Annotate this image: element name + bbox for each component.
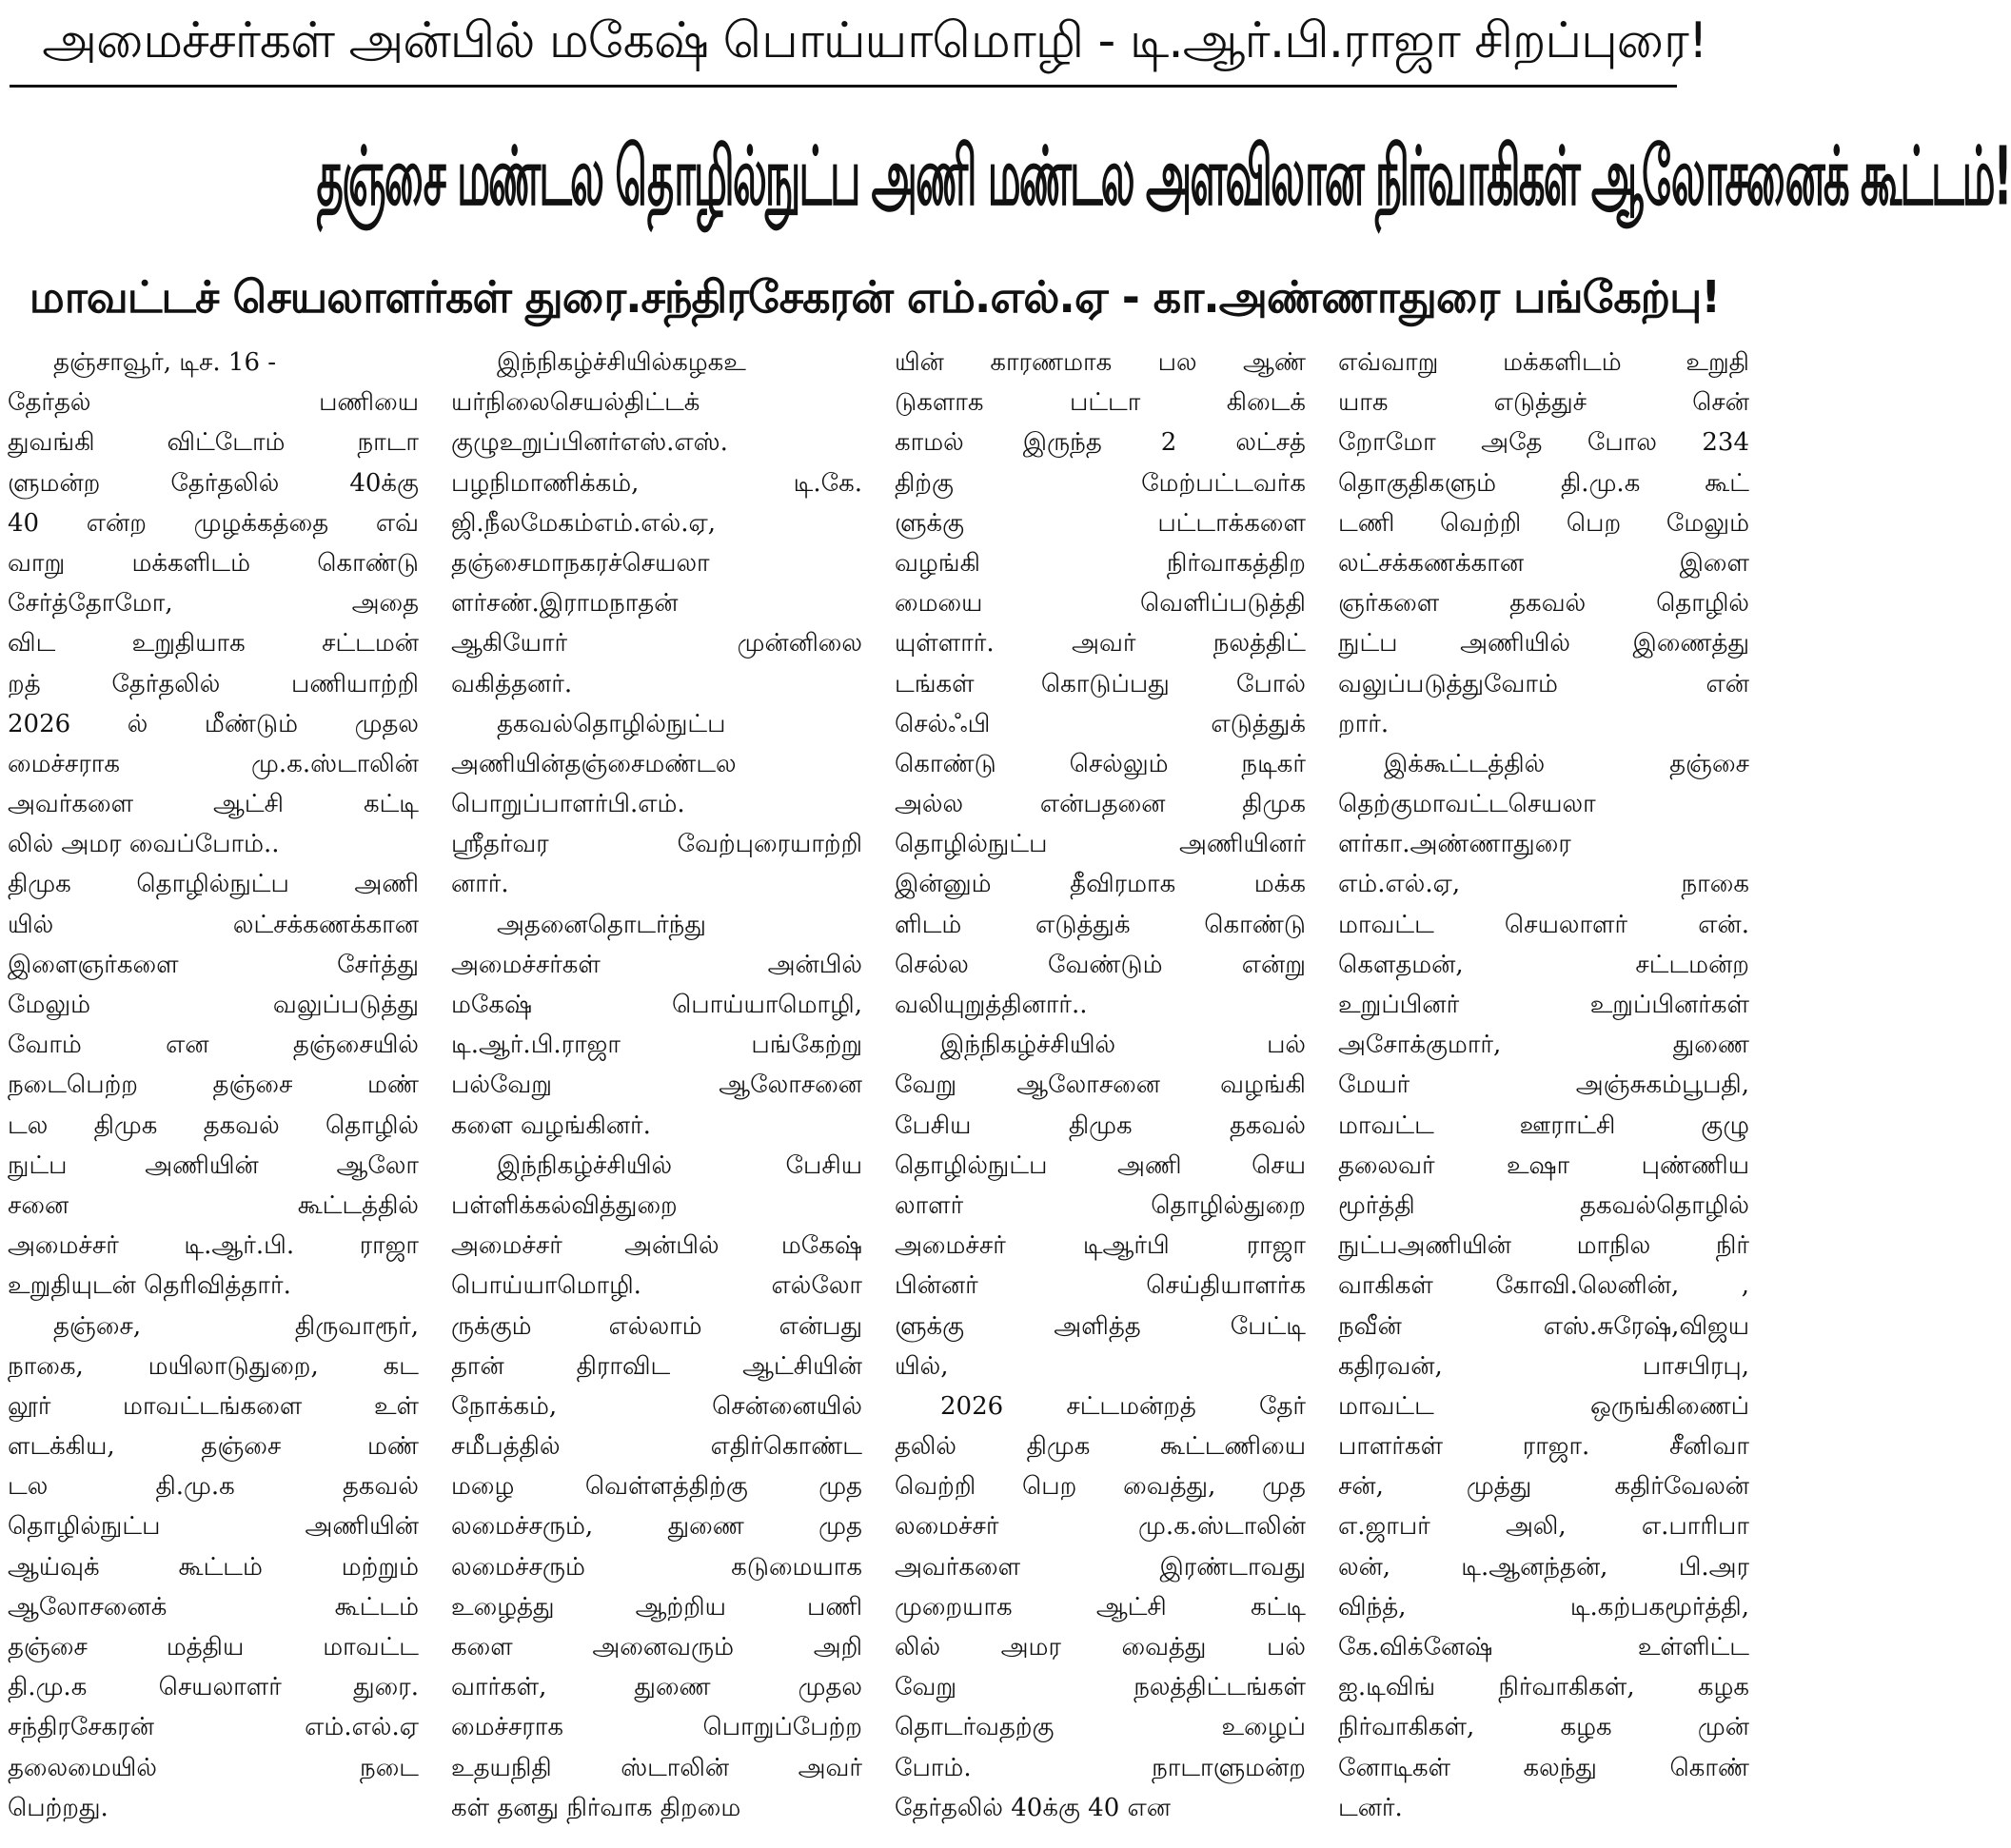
headline-divider: [10, 85, 1677, 88]
article-line: லமைச்சர் மு.க.ஸ்டாலின்: [895, 1512, 1306, 1542]
article-line: னார்.: [451, 870, 509, 899]
article-line: ளர்சண்.இராமநாதன்: [451, 589, 679, 619]
article-line: சனை கூட்டத்தில்: [8, 1190, 419, 1220]
article-line: இக்கூட்டத்தில் தஞ்சை: [1384, 749, 1749, 778]
article-line: வெற்றி பெற வைத்து, முத: [895, 1472, 1306, 1502]
article-line: விந்த், டி.கற்பகமூர்த்தி,: [1338, 1592, 1749, 1622]
article-line: தெற்குமாவட்டசெயலா: [1338, 790, 1596, 819]
article-line: எம்.எல்.ஏ, நாகை: [1338, 870, 1749, 899]
article-line: லமைச்சரும், துணை முத: [451, 1512, 862, 1542]
article-line: ஆகியோர் முன்னிலை: [451, 629, 862, 659]
article-line: ஸ்ரீதர்வர வேற்புரையாற்றி: [451, 830, 862, 859]
article-line: தொழில்நுட்ப அணியின்: [8, 1512, 419, 1542]
article-line: நுட்பஅணியின் மாநில நிர்: [1338, 1231, 1749, 1261]
article-body: [8, 343, 1749, 1844]
article-line: யாக எடுத்துச் சென்: [1338, 388, 1749, 418]
article-line: மாவட்ட ஒருங்கிணைப்: [1338, 1391, 1749, 1421]
article-line: யில்,: [895, 1351, 949, 1381]
article-line: செல்ஃபி எடுத்துக்: [895, 709, 1306, 738]
article-line: காமல் இருந்த 2 லட்சத்: [895, 428, 1306, 458]
article-line: பழநிமாணிக்கம், டி.கே.: [451, 468, 862, 498]
article-line: இந்நிகழ்ச்சியில் பல்: [940, 1031, 1306, 1060]
article-line: வேறு ஆலோசனை வழங்கி: [895, 1071, 1306, 1100]
article-line: னோடிகள் கலந்து கொண்: [1338, 1753, 1749, 1782]
article-line: சமீபத்தில் எதிர்கொண்ட: [451, 1432, 862, 1462]
article-line: இன்னும் தீவிரமாக மக்க: [895, 870, 1306, 899]
article-line: மையை வெளிப்படுத்தி: [895, 589, 1306, 619]
article-line: நுட்ப அணியில் இணைத்து: [1338, 629, 1749, 659]
article-line: டனர்.: [1338, 1793, 1403, 1822]
article-line: போம். நாடாளுமன்ற: [895, 1753, 1306, 1782]
article-line: கதிரவன், பாசபிரபு,: [1338, 1351, 1749, 1381]
article-line: றத் தேர்தலில் பணியாற்றி: [8, 669, 419, 698]
article-line: ஐ.டிவிங் நிர்வாகிகள், கழக: [1338, 1673, 1749, 1702]
article-column-4: [1338, 343, 1749, 1844]
article-line: சன், முத்து கதிர்வேலன்: [1338, 1472, 1749, 1502]
article-line: எ.ஜாபர் அலி, எ.பாரிபா: [1338, 1512, 1749, 1542]
article-line: 2026 சட்டமன்றத் தேர்: [940, 1391, 1306, 1421]
article-line: கொண்டு செல்லும் நடிகர்: [895, 749, 1306, 778]
article-line: லூர் மாவட்டங்களை உள்: [8, 1391, 419, 1421]
article-line: தஞ்சாவூர், டிச. 16 -: [53, 348, 277, 377]
article-line: தகவல்தொழில்நுட்ப: [497, 709, 726, 738]
article-line: நோக்கம், சென்னையில்: [451, 1391, 862, 1421]
article-line: லமைச்சரும் கடுமையாக: [451, 1552, 862, 1582]
article-line: பல்வேறு ஆலோசனை: [451, 1071, 862, 1100]
article-line: அமைச்சர்கள் அன்பில்: [451, 950, 862, 979]
kicker-headline: அமைச்சர்கள் அன்பில் மகேஷ் பொய்யாமொழி - டி.ஆர்.பி.ராஜா சிறப்புரை!: [42, 12, 1707, 69]
article-line: தஞ்சைமாநகரச்செயலா: [451, 548, 710, 578]
article-line: இந்நிகழ்ச்சியில் பேசிய: [497, 1150, 862, 1180]
article-line: எவ்வாறு மக்களிடம் உறுதி: [1338, 348, 1749, 377]
article-line: திற்கு மேற்பட்டவர்க: [895, 468, 1306, 498]
article-line: உறுப்பினர் உறுப்பினர்கள்: [1338, 991, 1749, 1019]
article-line: ஆலோசனைக் கூட்டம்: [8, 1592, 419, 1622]
article-line: வாறு மக்களிடம் கொண்டு: [8, 548, 419, 578]
article-line: அவர்களை இரண்டாவது: [895, 1552, 1306, 1582]
article-line: நவீன் எஸ்.சுரேஷ்,விஜய: [1338, 1311, 1749, 1341]
article-line: பள்ளிக்கல்வித்துறை: [451, 1190, 678, 1220]
article-column-3: [895, 343, 1306, 1844]
article-line: வார்கள், துணை முதல: [451, 1673, 862, 1702]
article-line: மூர்த்தி தகவல்தொழில்: [1338, 1190, 1749, 1220]
article-line: தலில் திமுக கூட்டணியை: [895, 1432, 1306, 1462]
article-line: உதயநிதி ஸ்டாலின் அவர்: [451, 1753, 862, 1782]
article-line: நடைபெற்ற தஞ்சை மண்: [8, 1071, 419, 1100]
article-line: றார்.: [1338, 709, 1390, 738]
article-line: கள் தனது நிர்வாக திறமை: [451, 1793, 741, 1822]
article-line: தொடர்வதற்கு உழைப்: [895, 1713, 1306, 1742]
article-line: இளைஞர்களை சேர்த்து: [8, 950, 419, 979]
article-line: நாகை, மயிலாடுதுறை, கட: [8, 1351, 419, 1381]
article-line: திமுக தொழில்நுட்ப அணி: [8, 870, 419, 899]
article-line: கே.விக்னேஷ் உள்ளிட்ட: [1338, 1633, 1749, 1661]
article-line: டி.ஆர்.பி.ராஜா பங்கேற்று: [451, 1031, 862, 1060]
article-line: ளர்கா.அண்ணாதுரை: [1338, 830, 1571, 859]
article-line: யில் லட்சக்கணக்கான: [8, 910, 419, 939]
article-line: உறுதியுடன் தெரிவித்தார்.: [8, 1271, 291, 1301]
article-line: ளுக்கு அளித்த பேட்டி: [895, 1311, 1306, 1341]
article-line: அசோக்குமார், துணை: [1338, 1031, 1749, 1060]
article-line: சேர்த்தோமோ, அதை: [8, 589, 419, 619]
article-line: ளிடம் எடுத்துக் கொண்டு: [895, 910, 1306, 939]
article-line: உழைத்து ஆற்றிய பணி: [451, 1592, 862, 1622]
article-line: தஞ்சை மத்திய மாவட்ட: [8, 1633, 419, 1661]
article-line: களை அனைவரும் அறி: [451, 1633, 862, 1661]
article-line: பெற்றது.: [8, 1793, 108, 1822]
article-line: நுட்ப அணியின் ஆலோ: [8, 1150, 419, 1180]
article-line: அமைச்சர் டிஆர்பி ராஜா: [895, 1231, 1306, 1261]
article-line: தொழில்நுட்ப அணியினர்: [895, 830, 1306, 859]
article-line: தலைவர் உஷா புண்ணிய: [1338, 1150, 1749, 1180]
article-line: அதனைதொடர்ந்து: [497, 910, 706, 939]
article-line: துவங்கி விட்டோம் நாடா: [8, 428, 419, 458]
article-line: சந்திரசேகரன் எம்.எல்.ஏ: [8, 1713, 419, 1742]
article-line: ளடக்கிய, தஞ்சை மண்: [8, 1432, 419, 1462]
article-line: செல்ல வேண்டும் என்று: [895, 950, 1306, 979]
article-line: லாளர் தொழில்துறை: [895, 1190, 1306, 1220]
article-line: வேறு நலத்திட்டங்கள்: [895, 1673, 1306, 1702]
article-line: தஞ்சை, திருவாரூர்,: [53, 1311, 419, 1341]
article-line: வோம் என தஞ்சையில்: [8, 1031, 419, 1060]
article-line: அல்ல என்பதனை திமுக: [895, 790, 1306, 819]
article-line: அவர்களை ஆட்சி கட்டி: [8, 790, 419, 819]
article-line: வழங்கி நிர்வாகத்திற: [895, 548, 1306, 578]
article-line: இந்நிகழ்ச்சியில்கழகஉ: [497, 348, 746, 377]
article-line: மாவட்ட ஊராட்சி குழு: [1338, 1111, 1749, 1140]
article-line: லன், டி.ஆனந்தன், பி.அர: [1338, 1552, 1749, 1582]
article-line: யர்நிலைசெயல்திட்டக்: [451, 388, 700, 418]
article-line: தலைமையில் நடை: [8, 1753, 419, 1782]
article-line: கௌதமன், சட்டமன்ற: [1338, 950, 1749, 979]
article-line: யுள்ளார். அவர் நலத்திட்: [895, 629, 1306, 659]
article-line: விட உறுதியாக சட்டமன்: [8, 629, 419, 659]
article-line: டுகளாக பட்டா கிடைக்: [895, 388, 1306, 418]
article-line: வகித்தனர்.: [451, 669, 573, 698]
article-line: வலியுறுத்தினார்..: [895, 991, 1088, 1019]
article-line: லட்சக்கணக்கான இளை: [1338, 548, 1749, 578]
article-line: மைச்சராக பொறுப்பேற்ற: [451, 1713, 862, 1742]
sub-headline: மாவட்டச் செயலாளர்கள் துரை.சந்திரசேகரன் எம்.எல்.ஏ - கா.அண்ணாதுரை பங்கேற்பு!: [29, 271, 1721, 323]
article-column-2: [451, 343, 862, 1844]
article-line: பேசிய திமுக தகவல்: [895, 1111, 1306, 1140]
article-column-1: [8, 343, 419, 1844]
article-line: வலுப்படுத்துவோம் என்: [1338, 669, 1749, 698]
article-line: யின் காரணமாக பல ஆண்: [895, 348, 1306, 377]
article-line: தேர்தலில் 40க்கு 40 என: [895, 1793, 1172, 1822]
article-line: 2026 ல் மீண்டும் முதல: [8, 709, 419, 738]
article-line: டல திமுக தகவல் தொழில்: [8, 1111, 419, 1140]
article-line: 40 என்ற முழக்கத்தை எவ்: [8, 508, 419, 538]
article-line: அணியின்தஞ்சைமண்டல: [451, 749, 737, 778]
article-line: ஞர்களை தகவல் தொழில்: [1338, 589, 1749, 619]
article-line: அமைச்சர் அன்பில் மகேஷ்: [451, 1231, 862, 1261]
article-line: டணி வெற்றி பெற மேலும்: [1338, 508, 1749, 538]
article-line: வாகிகள் கோவி.லெனின், ,: [1338, 1271, 1749, 1301]
article-line: லில் அமர வைப்போம்..: [8, 830, 280, 859]
article-line: ஜி.நீலமேகம்எம்.எல்.ஏ,: [451, 508, 716, 538]
article-line: தேர்தல் பணியை: [8, 388, 419, 418]
article-line: றோமோ அதே போல 234: [1338, 428, 1749, 458]
article-line: தான் திராவிட ஆட்சியின்: [451, 1351, 862, 1381]
article-line: மேலும் வலுப்படுத்து: [8, 991, 419, 1019]
article-line: ளுக்கு பட்டாக்களை: [895, 508, 1306, 538]
article-line: பொய்யாமொழி. எல்லோ: [451, 1271, 862, 1301]
article-line: பொறுப்பாளர்பி.எம்.: [451, 790, 685, 819]
article-line: லில் அமர வைத்து பல்: [895, 1633, 1306, 1661]
article-line: பின்னர் செய்தியாளர்க: [895, 1271, 1306, 1301]
article-line: களை வழங்கினர்.: [451, 1111, 651, 1140]
article-line: தொழில்நுட்ப அணி செய: [895, 1150, 1306, 1180]
article-line: நிர்வாகிகள், கழக முன்: [1338, 1713, 1749, 1742]
article-line: ஆய்வுக் கூட்டம் மற்றும்: [8, 1552, 419, 1582]
article-line: மாவட்ட செயலாளர் என்.: [1338, 910, 1749, 939]
article-line: ருக்கும் எல்லாம் என்பது: [451, 1311, 862, 1341]
article-line: டங்கள் கொடுப்பது போல்: [895, 669, 1306, 698]
article-line: குழுஉறுப்பினர்எஸ்.எஸ்.: [451, 428, 728, 458]
article-line: மகேஷ் பொய்யாமொழி,: [451, 991, 862, 1019]
article-line: ளுமன்ற தேர்தலில் 40க்கு: [8, 468, 419, 498]
article-line: மேயர் அஞ்சுகம்பூபதி,: [1338, 1071, 1749, 1100]
article-line: மழை வெள்ளத்திற்கு முத: [451, 1472, 862, 1502]
main-headline: தஞ்சை மண்டல தொழில்நுட்ப அணி மண்டல அளவிலான நிர்வாகிகள் ஆலோசனைக் கூட்டம்!: [316, 129, 2011, 225]
article-line: தி.மு.க செயலாளர் துரை.: [8, 1673, 419, 1702]
article-line: அமைச்சர் டி.ஆர்.பி. ராஜா: [8, 1231, 419, 1261]
article-line: மைச்சராக மு.க.ஸ்டாலின்: [8, 749, 419, 778]
article-line: தொகுதிகளும் தி.மு.க கூட்: [1338, 468, 1749, 498]
article-line: பாளர்கள் ராஜா. சீனிவா: [1338, 1432, 1749, 1462]
article-line: முறையாக ஆட்சி கட்டி: [895, 1592, 1306, 1622]
article-line: டல தி.மு.க தகவல்: [8, 1472, 419, 1502]
